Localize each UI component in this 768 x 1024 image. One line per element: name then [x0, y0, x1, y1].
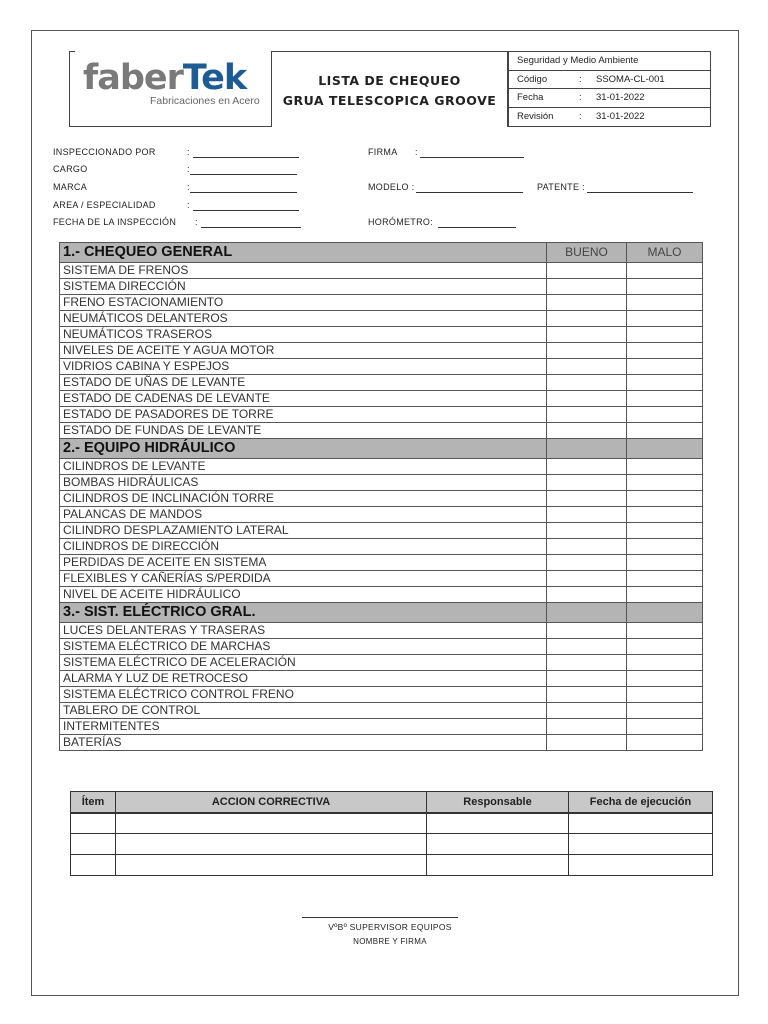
bad-checkbox-cell[interactable]: [627, 263, 703, 279]
checklist-item-label: LUCES DELANTERAS Y TRASERAS: [60, 623, 547, 639]
good-column-header: BUENO: [547, 243, 627, 263]
good-checkbox-cell[interactable]: [547, 703, 627, 719]
good-checkbox-cell[interactable]: [547, 263, 627, 279]
checklist-item-label: BOMBAS HIDRÁULICAS: [60, 475, 547, 491]
action-row: [71, 834, 713, 855]
bad-checkbox-cell[interactable]: [627, 327, 703, 343]
bad-checkbox-cell[interactable]: [627, 639, 703, 655]
company-logo-box: [69, 51, 271, 127]
corrective-action-header: ACCION CORRECTIVA: [116, 792, 427, 813]
good-checkbox-cell[interactable]: [547, 523, 627, 539]
bad-checkbox-cell[interactable]: [627, 375, 703, 391]
good-checkbox-cell[interactable]: [547, 539, 627, 555]
bad-checkbox-cell[interactable]: [627, 735, 703, 751]
checklist-row: [60, 475, 703, 491]
area-field[interactable]: [193, 210, 299, 211]
bad-checkbox-cell[interactable]: [627, 523, 703, 539]
checklist-item-label: ESTADO DE PASADORES DE TORRE: [60, 407, 547, 423]
checklist-item-label: INTERMITENTES: [60, 719, 547, 735]
inspection-date-label: FECHA DE LA INSPECCIÓN: [53, 217, 177, 227]
bad-checkbox-cell[interactable]: [627, 703, 703, 719]
checklist-row: [60, 279, 703, 295]
revision-value: 31-01-2022: [596, 110, 645, 122]
checklist-row: [60, 571, 703, 587]
item-cell[interactable]: [71, 813, 116, 834]
checklist-row: [60, 719, 703, 735]
date-value: 31-01-2022: [596, 92, 645, 103]
bad-checkbox-cell[interactable]: [627, 359, 703, 375]
good-checkbox-cell[interactable]: [547, 459, 627, 475]
bad-checkbox-cell[interactable]: [627, 507, 703, 523]
checklist-item-label: NIVELES DE ACEITE Y AGUA MOTOR: [60, 343, 547, 359]
good-checkbox-cell[interactable]: [547, 735, 627, 751]
corrective-action-table: [70, 791, 713, 876]
checklist-row: [60, 523, 703, 539]
bad-checkbox-cell[interactable]: [627, 459, 703, 475]
checklist-row: [60, 407, 703, 423]
checklist-row: [60, 327, 703, 343]
bad-column-header: MALO: [627, 243, 703, 263]
good-checkbox-cell[interactable]: [547, 587, 627, 603]
checklist-row: [60, 555, 703, 571]
name-signature-label: NOMBRE Y FIRMA: [353, 937, 427, 946]
checklist-row: [60, 507, 703, 523]
execution-date-cell[interactable]: [569, 834, 713, 855]
checklist-row: [60, 587, 703, 603]
checklist-item-label: CILINDRO DESPLAZAMIENTO LATERAL: [60, 523, 547, 539]
inspected-by-field[interactable]: [193, 157, 299, 158]
good-checkbox-cell[interactable]: [547, 279, 627, 295]
checklist-row: [60, 343, 703, 359]
good-checkbox-cell[interactable]: [547, 491, 627, 507]
checklist-item-label: ESTADO DE CADENAS DE LEVANTE: [60, 391, 547, 407]
checklist-row: [60, 623, 703, 639]
horometro-label: HORÓMETRO:: [368, 217, 433, 227]
good-checkbox-cell[interactable]: [547, 375, 627, 391]
checklist-row: [60, 539, 703, 555]
section-header: [60, 603, 703, 623]
responsible-header: Responsable: [427, 792, 569, 813]
checklist-item-label: CILINDROS DE LEVANTE: [60, 459, 547, 475]
document-title: [271, 51, 508, 127]
logo-subtitle: Fabricaciones en Acero: [150, 95, 260, 107]
code-value: SSOMA-CL-001: [596, 73, 665, 85]
bad-checkbox-cell[interactable]: [627, 623, 703, 639]
checklist-item-label: FLEXIBLES Y CAÑERÍAS S/PERDIDA: [60, 571, 547, 587]
item-cell[interactable]: [71, 834, 116, 855]
checklist-item-label: FRENO ESTACIONAMIENTO: [60, 295, 547, 311]
section-header: [60, 243, 703, 263]
checklist-row: [60, 359, 703, 375]
checklist-item-label: SISTEMA DE FRENOS: [60, 263, 547, 279]
checklist-item-label: SISTEMA ELÉCTRICO DE MARCHAS: [60, 639, 547, 655]
checklist-row: [60, 491, 703, 507]
section-header-cell: [547, 439, 627, 459]
inspection-date-field[interactable]: [201, 227, 301, 228]
good-checkbox-cell[interactable]: [547, 639, 627, 655]
checklist-item-label: NIVEL DE ACEITE HIDRÁULICO: [60, 587, 547, 603]
good-checkbox-cell[interactable]: [547, 359, 627, 375]
good-checkbox-cell[interactable]: [547, 475, 627, 491]
bad-checkbox-cell[interactable]: [627, 655, 703, 671]
good-checkbox-cell[interactable]: [547, 407, 627, 423]
good-checkbox-cell[interactable]: [547, 655, 627, 671]
action-header-row: [71, 792, 713, 813]
checklist-item-label: NEUMÁTICOS TRASEROS: [60, 327, 547, 343]
item-cell[interactable]: [71, 855, 116, 876]
section-header-cell: [627, 439, 703, 459]
cargo-label: CARGO: [53, 164, 88, 174]
section-header: [60, 439, 703, 459]
bad-checkbox-cell[interactable]: [627, 719, 703, 735]
bad-checkbox-cell[interactable]: [627, 555, 703, 571]
execution-date-cell[interactable]: [569, 813, 713, 834]
checklist-row: [60, 423, 703, 439]
document-meta: Seguridad y Medio Ambiente Código : SSOMA-CL-001 Fecha : 31-01-2022 Revisión : 31-01-2022: [508, 51, 711, 127]
patente-label: PATENTE :: [537, 182, 585, 192]
supervisor-approval-label: VºBº SUPERVISOR EQUIPOS: [328, 922, 452, 932]
corrective-action-cell[interactable]: [116, 834, 427, 855]
execution-date-header: Fecha de ejecución: [569, 792, 713, 813]
bad-checkbox-cell[interactable]: [627, 687, 703, 703]
checklist-item-label: ESTADO DE UÑAS DE LEVANTE: [60, 375, 547, 391]
bad-checkbox-cell[interactable]: [627, 539, 703, 555]
firma-label: FIRMA: [368, 147, 398, 157]
section-title: 2.- EQUIPO HIDRÁULICO: [60, 439, 547, 459]
checklist-item-label: CILINDROS DE DIRECCIÓN: [60, 539, 547, 555]
good-checkbox-cell[interactable]: [547, 719, 627, 735]
checklist-row: [60, 391, 703, 407]
corrective-action-cell[interactable]: [116, 813, 427, 834]
good-checkbox-cell[interactable]: [547, 311, 627, 327]
checklist-row: [60, 375, 703, 391]
signature-line[interactable]: [302, 917, 458, 918]
inspected-by-label: INSPECCIONADO POR: [53, 147, 156, 157]
bad-checkbox-cell[interactable]: [627, 391, 703, 407]
checklist-row: [60, 459, 703, 475]
checklist-item-label: BATERÍAS: [60, 735, 547, 751]
checklist-table: [59, 242, 703, 751]
good-checkbox-cell[interactable]: [547, 671, 627, 687]
good-checkbox-cell[interactable]: [547, 343, 627, 359]
responsible-cell[interactable]: [427, 813, 569, 834]
good-checkbox-cell[interactable]: [547, 571, 627, 587]
checklist-row: [60, 311, 703, 327]
good-checkbox-cell[interactable]: [547, 507, 627, 523]
checklist-row: [60, 655, 703, 671]
modelo-label: MODELO :: [368, 182, 415, 192]
modelo-field[interactable]: [416, 192, 523, 193]
checklist-item-label: SISTEMA ELÉCTRICO CONTROL FRENO: [60, 687, 547, 703]
bad-checkbox-cell[interactable]: [627, 671, 703, 687]
section-header-cell: [547, 603, 627, 623]
checklist-item-label: NEUMÁTICOS DELANTEROS: [60, 311, 547, 327]
cargo-field[interactable]: [190, 174, 297, 175]
bad-checkbox-cell[interactable]: [627, 423, 703, 439]
checklist-item-label: PALANCAS DE MANDOS: [60, 507, 547, 523]
firma-field[interactable]: [420, 157, 524, 158]
bad-checkbox-cell[interactable]: [627, 407, 703, 423]
bad-checkbox-cell[interactable]: [627, 587, 703, 603]
good-checkbox-cell[interactable]: [547, 555, 627, 571]
item-header: Ítem: [71, 792, 116, 813]
action-row: [71, 855, 713, 876]
revision-label: Revisión: [517, 110, 554, 122]
checklist-item-label: ESTADO DE FUNDAS DE LEVANTE: [60, 423, 547, 439]
checklist-row: [60, 295, 703, 311]
section-title: 3.- SIST. ELÉCTRICO GRAL.: [60, 603, 547, 623]
good-checkbox-cell[interactable]: [547, 687, 627, 703]
title-line-1: LISTA DE CHEQUEO: [318, 73, 461, 88]
checklist-row: [60, 687, 703, 703]
checklist-row: [60, 639, 703, 655]
section-title: 1.- CHEQUEO GENERAL: [60, 243, 547, 263]
bad-checkbox-cell[interactable]: [627, 343, 703, 359]
horometro-field[interactable]: [438, 227, 516, 228]
checklist-item-label: ALARMA Y LUZ DE RETROCESO: [60, 671, 547, 687]
bad-checkbox-cell[interactable]: [627, 279, 703, 295]
checklist-item-label: PERDIDAS DE ACEITE EN SISTEMA: [60, 555, 547, 571]
good-checkbox-cell[interactable]: [547, 295, 627, 311]
action-row: [71, 813, 713, 834]
company-logo: faberTek: [83, 58, 247, 98]
responsible-cell[interactable]: [427, 855, 569, 876]
good-checkbox-cell[interactable]: [547, 623, 627, 639]
bad-checkbox-cell[interactable]: [627, 491, 703, 507]
section-header-cell: [627, 603, 703, 623]
checklist-row: [60, 703, 703, 719]
good-checkbox-cell[interactable]: [547, 391, 627, 407]
checklist-row: [60, 735, 703, 751]
checklist-item-label: VIDRIOS CABINA Y ESPEJOS: [60, 359, 547, 375]
checklist-item-label: SISTEMA ELÉCTRICO DE ACELERACIÓN: [60, 655, 547, 671]
responsible-cell[interactable]: [427, 834, 569, 855]
area-label: AREA / ESPECIALIDAD: [53, 200, 156, 210]
department: Seguridad y Medio Ambiente: [517, 55, 639, 66]
corrective-action-cell[interactable]: [116, 855, 427, 876]
checklist-row: [60, 263, 703, 279]
title-line-2: GRUA TELESCOPICA GROOVE: [282, 93, 497, 108]
marca-label: MARCA: [53, 182, 88, 192]
bad-checkbox-cell[interactable]: [627, 295, 703, 311]
checklist-row: [60, 671, 703, 687]
marca-field[interactable]: [190, 192, 297, 193]
code-label: Código: [517, 73, 548, 85]
good-checkbox-cell[interactable]: [547, 423, 627, 439]
date-label: Fecha: [517, 92, 544, 103]
checklist-item-label: SISTEMA DIRECCIÓN: [60, 279, 547, 295]
bad-checkbox-cell[interactable]: [627, 475, 703, 491]
checklist-item-label: CILINDROS DE INCLINACIÓN TORRE: [60, 491, 547, 507]
bad-checkbox-cell[interactable]: [627, 571, 703, 587]
execution-date-cell[interactable]: [569, 855, 713, 876]
good-checkbox-cell[interactable]: [547, 327, 627, 343]
checklist-item-label: TABLERO DE CONTROL: [60, 703, 547, 719]
bad-checkbox-cell[interactable]: [627, 311, 703, 327]
patente-field[interactable]: [587, 192, 693, 193]
